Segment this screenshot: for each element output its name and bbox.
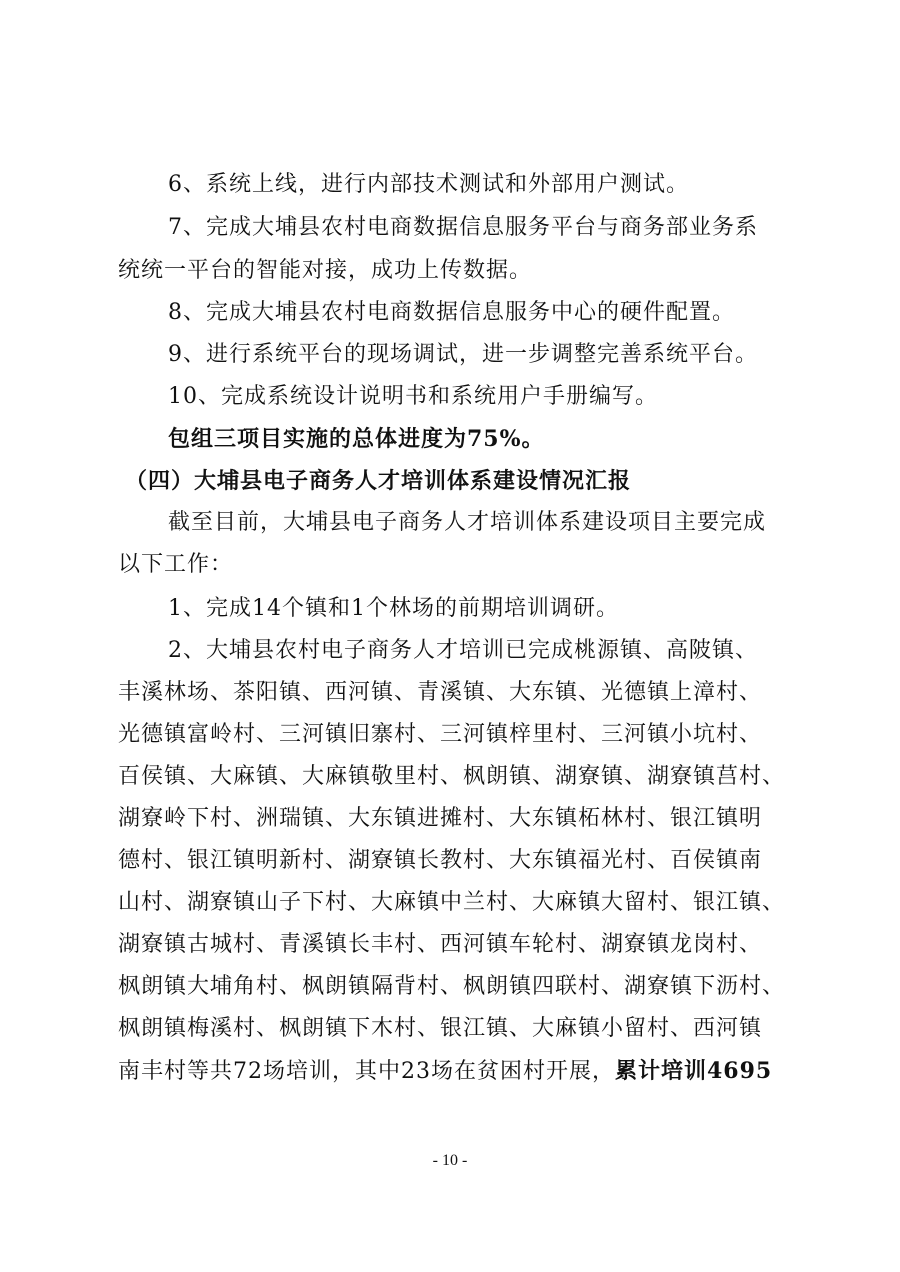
paragraph-line: 6、系统上线，进行内部技术测试和外部用户测试。	[168, 172, 689, 197]
progress-summary: 包组三项目实施的总体进度为75%。	[168, 426, 545, 452]
paragraph-line: 9、进行系统平台的现场调试，进一步调整完善系统平台。	[168, 342, 758, 367]
paragraph-line: 2、大埔县农村电子商务人才培训已完成桃源镇、高陂镇、	[168, 638, 758, 663]
paragraph-line: 截至目前，大埔县电子商务人才培训体系建设项目主要完成	[168, 510, 767, 535]
paragraph-line: 百侯镇、大麻镇、大麻镇敬里村、枫朗镇、湖寮镇、湖寮镇莒村、	[118, 764, 786, 789]
training-total-text: 累计培训4695	[615, 1058, 773, 1084]
paragraph-line: 7、完成大埔县农村电商数据信息服务平台与商务部业务系	[168, 215, 758, 240]
page-number: - 10 -	[432, 1152, 468, 1169]
paragraph-line: 山村、湖寮镇山子下村、大麻镇中兰村、大麻镇大留村、银江镇、	[118, 890, 786, 915]
paragraph-text: 南丰村等共72场培训，其中23场在贫困村开展，	[118, 1059, 615, 1084]
paragraph-line: 丰溪林场、茶阳镇、西河镇、青溪镇、大东镇、光德镇上漳村、	[118, 680, 763, 705]
paragraph-line: 8、完成大埔县农村电商数据信息服务中心的硬件配置。	[168, 300, 735, 325]
paragraph-line	[118, 1056, 900, 1087]
paragraph-line: 湖寮镇古城村、青溪镇长丰村、西河镇车轮村、湖寮镇龙岗村、	[118, 932, 763, 957]
paragraph-line: 光德镇富岭村、三河镇旧寨村、三河镇梓里村、三河镇小坑村、	[118, 722, 763, 747]
paragraph-line: 湖寮岭下村、洲瑞镇、大东镇进摊村、大东镇柘林村、银江镇明	[118, 806, 763, 831]
section-heading: （四）大埔县电子商务人才培训体系建设情况汇报	[125, 468, 632, 494]
paragraph-line: 1、完成14个镇和1个林场的前期培训调研。	[168, 596, 619, 621]
paragraph-line: 以下工作：	[118, 552, 234, 577]
paragraph-line: 枫朗镇大埔角村、枫朗镇隔背村、枫朗镇四联村、湖寮镇下沥村、	[118, 974, 786, 999]
paragraph-line: 枫朗镇梅溪村、枫朗镇下木村、银江镇、大麻镇小留村、西河镇	[118, 1016, 763, 1041]
paragraph-line: 德村、银江镇明新村、湖寮镇长教村、大东镇福光村、百侯镇南	[118, 848, 763, 873]
paragraph-line: 10、完成系统设计说明书和系统用户手册编写。	[168, 384, 658, 409]
paragraph-line: 统统一平台的智能对接，成功上传数据。	[118, 258, 533, 283]
